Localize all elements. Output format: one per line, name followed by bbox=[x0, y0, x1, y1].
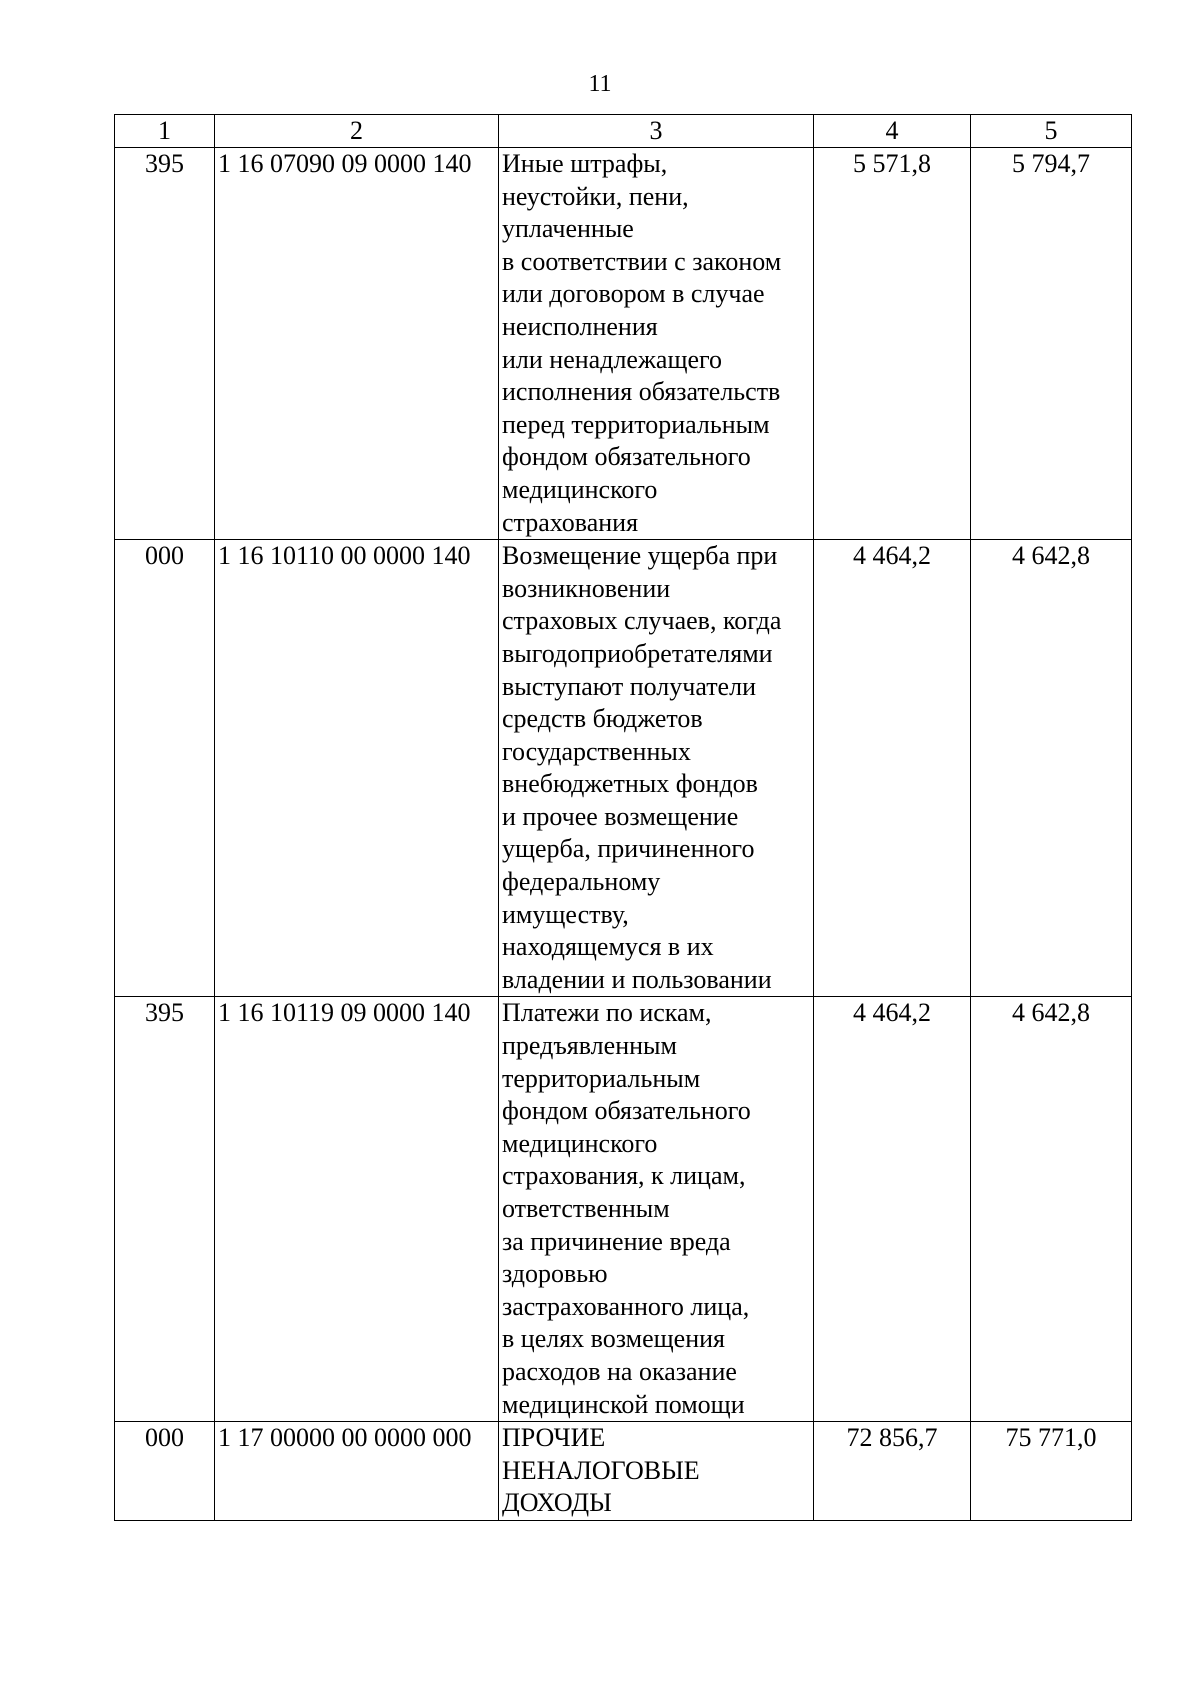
revenue-code-cell: 1 16 07090 09 0000 140 bbox=[215, 148, 499, 540]
revenue-code-cell: 1 16 10110 00 0000 140 bbox=[215, 540, 499, 997]
header-col-4: 4 bbox=[814, 115, 971, 148]
description-line: здоровью bbox=[502, 1259, 608, 1289]
amount-col5-cell: 4 642,8 bbox=[971, 997, 1132, 1422]
table-row bbox=[115, 540, 1132, 997]
description-line: средств бюджетов bbox=[502, 704, 703, 734]
admin-code-cell: 395 bbox=[115, 148, 215, 540]
description-line: владении и пользовании bbox=[502, 964, 772, 994]
amount-col4-cell: 5 571,8 bbox=[814, 148, 971, 540]
description-line: расходов на оказание bbox=[502, 1356, 737, 1386]
description-line: ДОХОДЫ bbox=[502, 1488, 612, 1518]
description-line: находящемуся в их bbox=[502, 932, 714, 962]
description-line: ущерба, причиненного bbox=[502, 834, 755, 864]
description-line: возникновении bbox=[502, 573, 671, 603]
amount-col4-cell: 72 856,7 bbox=[814, 1422, 971, 1521]
description-line: перед территориальным bbox=[502, 409, 770, 439]
description-line: исполнения обязательств bbox=[502, 377, 781, 407]
description-line: предъявленным bbox=[502, 1031, 677, 1061]
description-line: страховых случаев, когда bbox=[502, 606, 782, 636]
description-line: Возмещение ущерба при bbox=[502, 541, 778, 571]
description-line: в соответствии с законом bbox=[502, 246, 782, 276]
table-header bbox=[115, 115, 1132, 148]
amount-col5-cell: 4 642,8 bbox=[971, 540, 1132, 997]
description-line: внебюджетных фондов bbox=[502, 769, 758, 799]
description-line: медицинской помощи bbox=[502, 1389, 745, 1419]
description-cell bbox=[499, 148, 814, 540]
description-line: Платежи по искам, bbox=[502, 998, 712, 1028]
amount-col5-cell: 5 794,7 bbox=[971, 148, 1132, 540]
description-cell bbox=[499, 540, 814, 997]
description-line: выступают получатели bbox=[502, 671, 756, 701]
description-line: ответственным bbox=[502, 1194, 670, 1223]
description-line: имуществу, bbox=[502, 899, 629, 929]
description-line: или ненадлежащего bbox=[502, 344, 723, 374]
description-line: медицинского bbox=[502, 474, 658, 504]
description-line: государственных bbox=[502, 736, 691, 766]
description-cell bbox=[499, 997, 814, 1422]
description-line: страхования bbox=[502, 507, 639, 537]
table-row bbox=[115, 1422, 1132, 1521]
description-line: и прочее возмещение bbox=[502, 801, 739, 831]
header-col-2: 2 bbox=[215, 115, 499, 148]
revenue-code-cell: 1 16 10119 09 0000 140 bbox=[215, 997, 499, 1422]
header-col-5: 5 bbox=[971, 115, 1132, 148]
revenue-table bbox=[114, 114, 1132, 1521]
description-line: фондом обязательного bbox=[502, 442, 751, 472]
description-cell bbox=[499, 1422, 814, 1521]
table-row bbox=[115, 997, 1132, 1422]
description-line: фондом обязательного bbox=[502, 1096, 751, 1126]
amount-col4-cell: 4 464,2 bbox=[814, 540, 971, 997]
description-line: за причинение вреда bbox=[502, 1226, 731, 1256]
description-line: выгодоприобретателями bbox=[502, 638, 773, 668]
page-number: 11 bbox=[588, 71, 612, 97]
description-line: неустойки, пени, bbox=[502, 181, 689, 211]
header-col-1: 1 bbox=[115, 115, 215, 148]
description-line: уплаченные bbox=[502, 214, 634, 244]
header-col-3: 3 bbox=[499, 115, 814, 148]
description-line: Иные штрафы, bbox=[502, 149, 668, 178]
admin-code-cell: 000 bbox=[115, 1422, 215, 1521]
description-line: или договором в случае bbox=[502, 279, 765, 309]
description-line: страхования, к лицам, bbox=[502, 1161, 746, 1191]
amount-col4-cell: 4 464,2 bbox=[814, 997, 971, 1422]
table-row bbox=[115, 148, 1132, 540]
admin-code-cell: 000 bbox=[115, 540, 215, 997]
description-line: НЕНАЛОГОВЫЕ bbox=[502, 1455, 700, 1485]
revenue-code-cell: 1 17 00000 00 0000 000 bbox=[215, 1422, 499, 1521]
table-body bbox=[115, 148, 1132, 1521]
description-line: ПРОЧИЕ bbox=[502, 1423, 606, 1453]
description-line: в целях возмещения bbox=[502, 1324, 726, 1354]
admin-code-cell: 395 bbox=[115, 997, 215, 1422]
description-line: федеральному bbox=[502, 867, 661, 897]
description-line: неисполнения bbox=[502, 311, 658, 341]
amount-col5-cell: 75 771,0 bbox=[971, 1422, 1132, 1521]
header-row bbox=[115, 115, 1132, 148]
description-line: медицинского bbox=[502, 1128, 658, 1158]
description-line: застрахованного лица, bbox=[502, 1291, 750, 1321]
description-line: территориальным bbox=[502, 1063, 701, 1093]
